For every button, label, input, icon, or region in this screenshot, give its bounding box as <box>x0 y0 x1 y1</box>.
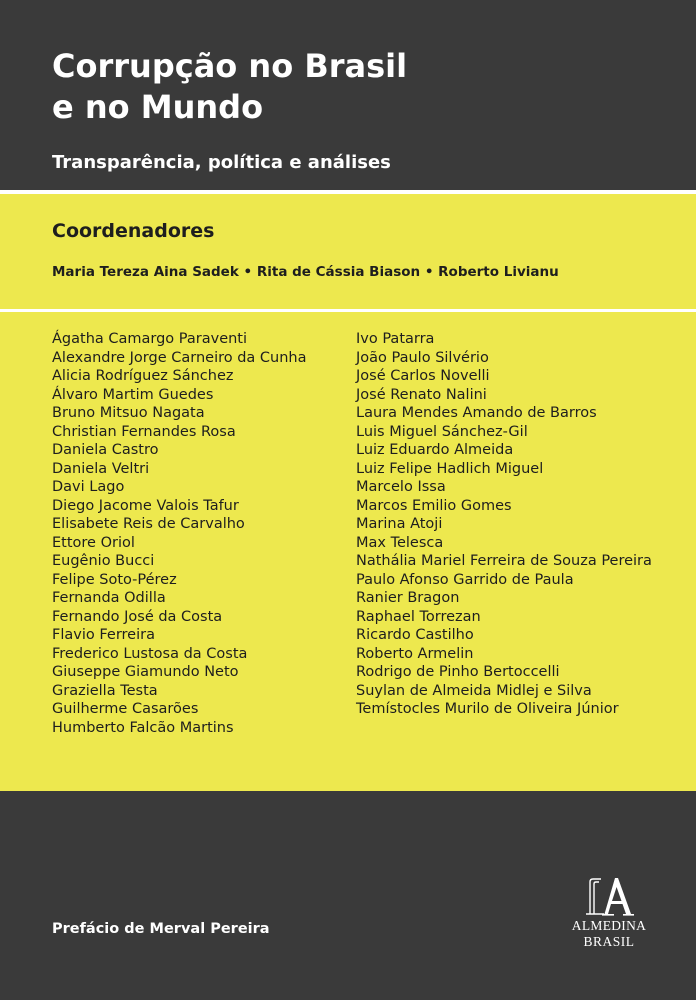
author-name: Roberto Armelin <box>356 645 474 662</box>
author-name: Max Telesca <box>356 534 444 551</box>
author-name: Humberto Falcão Martins <box>52 719 234 736</box>
author-name: Frederico Lustosa da Costa <box>52 645 248 662</box>
author-name: Nathália Mariel Ferreira de Souza Pereira <box>356 553 652 569</box>
author-name: Fernanda Odilla <box>52 590 166 606</box>
author-name: Daniela Castro <box>52 442 159 458</box>
publisher-logo <box>568 876 648 956</box>
authors-list-right <box>356 330 652 719</box>
coordinators-names: Maria Tereza Aina Sadek • Rita de Cássia Biason • Roberto Livianu <box>52 264 559 280</box>
author-name: Raphael Torrezan <box>356 608 481 625</box>
author-name: Flavio Ferreira <box>52 627 155 643</box>
author-name: Giuseppe Giamundo Neto <box>52 664 239 680</box>
author-name: Ranier Bragon <box>356 590 460 606</box>
author-name: Guilherme Casarões <box>52 701 199 717</box>
author-name: Temístocles Murilo de Oliveira Júnior <box>356 701 619 717</box>
author-name: Ivo Patarra <box>356 331 435 347</box>
preface-credit: Prefácio de Merval Pereira <box>52 921 270 937</box>
author-name: José Carlos Novelli <box>356 368 490 384</box>
author-name: Laura Mendes Amando de Barros <box>356 405 597 421</box>
author-name: Daniela Veltri <box>52 460 150 477</box>
author-name: Luiz Eduardo Almeida <box>356 442 514 458</box>
publisher-subname: BRASIL <box>583 934 635 949</box>
author-name: Diego Jacome Valois Tafur <box>52 497 239 514</box>
book-title-line-1: Corrupção no Brasil <box>52 47 408 85</box>
author-name: Felipe Soto-Pérez <box>52 571 177 588</box>
divider-middle <box>0 309 696 312</box>
author-name: Rodrigo de Pinho Bertoccelli <box>356 664 560 680</box>
author-name: Álvaro Martim Guedes <box>52 386 214 403</box>
author-name: Ettore Oriol <box>52 534 135 551</box>
coordinators-heading: Coordenadores <box>52 220 215 242</box>
almedina-monogram-icon <box>584 876 636 918</box>
author-name: Marcos Emilio Gomes <box>356 497 512 514</box>
author-name: Alicia Rodríguez Sánchez <box>52 368 234 384</box>
author-name: José Renato Nalini <box>356 386 487 403</box>
author-name: Bruno Mitsuo Nagata <box>52 405 205 421</box>
book-title <box>52 46 407 128</box>
author-name: Paulo Afonso Garrido de Paula <box>356 571 574 588</box>
author-name: Marina Atoji <box>356 516 443 532</box>
book-title-line-2: e no Mundo <box>52 88 264 126</box>
author-name: Ricardo Castilho <box>356 627 474 643</box>
author-name: Luis Miguel Sánchez-Gil <box>356 423 528 440</box>
author-name: Graziella Testa <box>52 682 158 699</box>
author-name: Ágatha Camargo Paraventi <box>52 331 248 347</box>
author-name: Alexandre Jorge Carneiro da Cunha <box>52 349 307 366</box>
author-name: Suylan de Almeida Midlej e Silva <box>356 682 592 699</box>
author-name: Christian Fernandes Rosa <box>52 423 236 440</box>
author-name: Eugênio Bucci <box>52 553 155 569</box>
author-name: Luiz Felipe Hadlich Miguel <box>356 460 544 477</box>
author-name: Elisabete Reis de Carvalho <box>52 516 245 532</box>
book-subtitle: Transparência, política e análises <box>52 152 391 173</box>
publisher-name: ALMEDINA <box>571 918 647 933</box>
author-name: Fernando José da Costa <box>52 608 223 625</box>
author-name: João Paulo Silvério <box>356 349 489 366</box>
author-name: Marcelo Issa <box>356 479 446 495</box>
author-name: Davi Lago <box>52 479 125 495</box>
authors-list-left <box>52 330 307 737</box>
